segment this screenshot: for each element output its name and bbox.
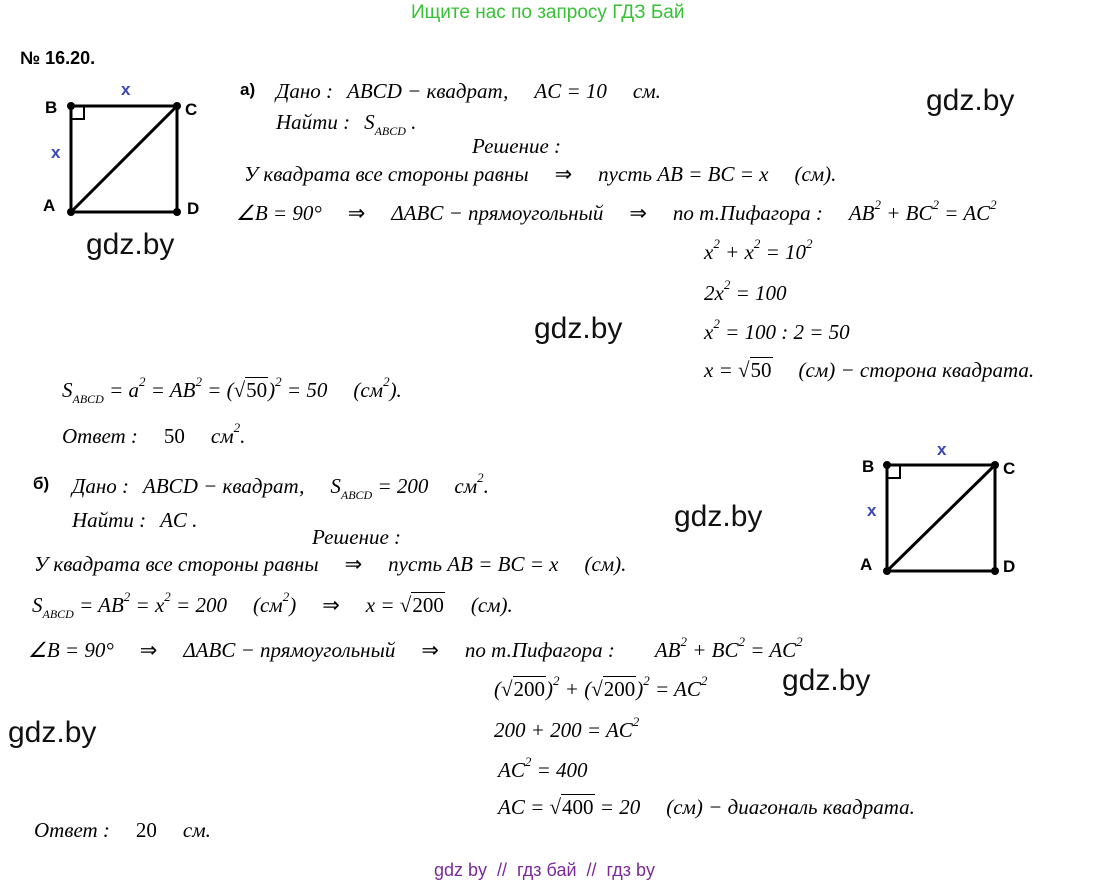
top-banner: Ищите нас по запросу ГДЗ Бай <box>411 2 685 23</box>
vertex-label-a: A <box>43 196 56 215</box>
part-a-area: $S_{ABCD} = a^2 = AB^2 = (√50)^2 = 50$ $(см^2)$. <box>62 374 402 406</box>
diagonal-ac <box>887 465 995 571</box>
watermark: gdz.by <box>86 228 175 261</box>
side-label-top: x <box>937 440 947 459</box>
part-b-line-1: У квадрата все стороны равны ⇒ пусть AB = BC = x (см). <box>34 552 627 576</box>
part-b-eq-1: $(√200)^2 + (√200)^2 = AC^2$ <box>494 673 708 701</box>
part-a-solution-heading: Решение : <box>472 134 562 158</box>
vertex-label-b: B <box>45 98 58 117</box>
side-label-left: x <box>51 143 61 162</box>
part-b-line-2: $S_{ABCD} = AB^2 = x^2 = 200$ $(см^2)$ ⇒ x = √200 (см). <box>32 589 513 621</box>
part-a-eq-1: $x^2 + x^2 = 10^2$ <box>704 236 813 264</box>
part-a-answer: Ответ : 50 $см^2$. <box>62 420 246 448</box>
vertex-label-d: D <box>187 199 200 218</box>
watermark: gdz.by <box>8 716 97 749</box>
part-a-label: а) <box>240 80 256 99</box>
watermark: gdz.by <box>534 312 623 345</box>
part-b-line-3: ∠B = 90° ⇒ ΔABC − прямоугольный ⇒ по т.Пифагора : $AB^2 + BC^2 = AC^2$ <box>28 634 803 662</box>
part-b-answer: Ответ : 20 см. <box>34 818 211 842</box>
watermark: gdz.by <box>926 84 1015 117</box>
part-b-eq-3: $AC^2 = 400$ <box>498 754 588 782</box>
part-a-find: Найти : $S_{ABCD}$ . <box>276 110 417 138</box>
diagonal-ac <box>71 106 177 212</box>
watermark: gdz.by <box>674 500 763 533</box>
side-label-left: x <box>867 501 877 520</box>
part-b-solution-heading: Решение : <box>312 525 402 549</box>
vertex-label-a: A <box>860 555 873 574</box>
watermark: gdz.by <box>782 664 871 697</box>
vertex-a-dot <box>67 208 75 216</box>
part-b-label: б) <box>33 474 50 493</box>
part-b-find: Найти : AC . <box>72 508 198 532</box>
vertex-label-c: C <box>185 100 198 119</box>
vertex-d-dot <box>173 208 181 216</box>
part-a-eq-2: $2x^2 = 100$ <box>704 277 787 305</box>
side-label-top: x <box>121 80 131 99</box>
vertex-label-d: D <box>1003 557 1016 576</box>
part-a-given: Дано : ABCD − квадрат, AC = 10 см. <box>276 79 661 103</box>
problem-number: № 16.20. <box>20 48 96 68</box>
vertex-label-b: B <box>862 457 875 476</box>
vertex-a-dot <box>883 567 891 575</box>
part-b-eq-4: AC = √400 = 20 (см) − диагональ квадрата. <box>498 795 915 819</box>
vertex-b-dot <box>67 102 75 110</box>
part-a-eq-3: $x^2 = 100$ : 2 = 50 <box>704 316 850 344</box>
vertex-label-c: C <box>1003 459 1016 478</box>
vertex-d-dot <box>991 567 999 575</box>
part-a-eq-4: x = √50 (см) − сторона квадрата. <box>704 358 1035 382</box>
part-b-eq-2: $200 + 200 = AC^2$ <box>494 714 640 742</box>
vertex-b-dot <box>883 461 891 469</box>
vertex-c-dot <box>173 102 181 110</box>
part-a-line-2: ∠B = 90° ⇒ ΔABC − прямоугольный ⇒ по т.Пифагора : $AB^2 + BC^2 = AC^2$ <box>236 197 997 225</box>
vertex-c-dot <box>991 461 999 469</box>
part-a-line-1: У квадрата все стороны равны ⇒ пусть AB = BC = x (см). <box>244 162 837 186</box>
part-b-given: Дано : ABCD − квадрат, $S_{ABCD} = 200$ $см^2$. <box>72 470 489 502</box>
footer-links: gdz by // гдз бай // гдз by <box>434 860 656 880</box>
